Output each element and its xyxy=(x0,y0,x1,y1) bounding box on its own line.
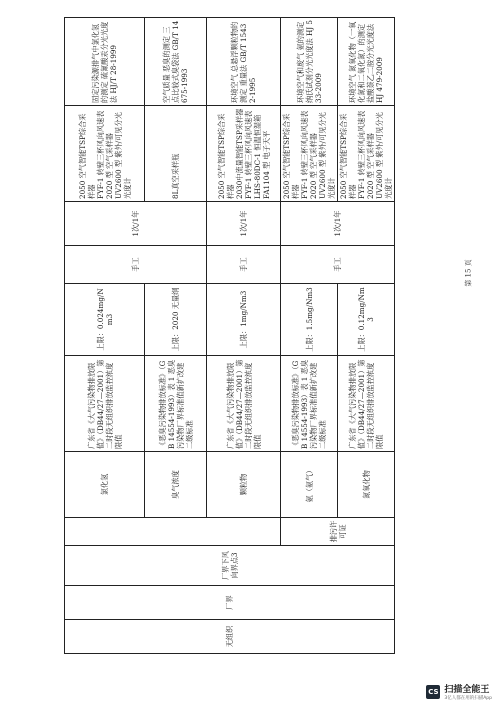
standard-cell: 《恶臭污染物排放标准》（GB 14554-1993）表 1 恶臭污染物厂界标准值新扩改建二级标准 xyxy=(281,356,338,452)
standard-cell: 《恶臭污染物排放标准》（GB 14554-1993）表 1 恶臭污染物厂界标准值新扩改建二级标准 xyxy=(145,356,207,452)
standard-cell: 广东省《大气污染物排放限值》（DB44/27—2001）第二时段无组织排放监控浓度限值 xyxy=(338,356,395,452)
method-cell: 手工 xyxy=(65,246,207,284)
limit-cell: 上限：2020 无量纲 xyxy=(145,284,207,356)
instrument-cell: 2050 空气智能TSP综合采样器 2030中流量智能TSP采样器 FYF-1 转壁三杯风向风速表 LHS-80DC-1 恒温恒湿箱 FA1104 型 电子天平 xyxy=(207,106,281,202)
pollutant-cell: 氮氧化物 xyxy=(338,452,395,518)
limit-cell: 上限：1mg/Nm3 xyxy=(207,284,281,356)
analysis-cell: 固定污染源排气中氯化氢的测定 硫氰酸汞分光光度法 HJ/T 28-1999 xyxy=(65,18,145,106)
location-cell: 厂界 xyxy=(65,586,395,620)
instrument-cell: 8L真空采样瓶 xyxy=(145,106,207,202)
scanner-watermark xyxy=(426,682,492,701)
pollutant-cell: 氨（氨气） xyxy=(281,452,338,518)
analysis-cell: 环境空气 总悬浮颗粒物的测定 重量法 GB/T 15432-1995 xyxy=(207,18,281,106)
instrument-cell: 2050 空气智能TSP综合采样器 FYF-1 转壁三杯风向风速表 2020 型 空气采样器 UV2600 型 紫外/可见分光光度计 xyxy=(65,106,145,202)
method-cell: 手工 xyxy=(207,246,281,284)
category-cell: 无组织 xyxy=(65,620,395,654)
frequency-cell: 1次/1年 xyxy=(281,202,395,246)
standard-cell: 广东省《大气污染物排放限值》（DB44/27—2001）第二时段无组织排放监控浓度限值 xyxy=(65,356,145,452)
instrument-cell: 2050 空气智能TSP综合采样器 FYF-1 转壁三杯风向风速表 2020 型 空气采样器 UV2600 型 紫外/可见分光光度计 xyxy=(338,106,395,202)
brand-block xyxy=(444,682,492,701)
analysis-cell: 空气质量 恶臭的测定 三点比较式臭袋法 GB/T 14675-1993 xyxy=(145,18,207,106)
table-row xyxy=(65,18,145,654)
monitoring-table xyxy=(64,17,395,654)
permit-cell: 排污许可证 xyxy=(281,518,395,546)
method-cell: 手工 xyxy=(281,246,395,284)
limit-cell: 上限：0.12mg/Nm3 xyxy=(338,284,395,356)
brand-name: 扫描全能王 xyxy=(444,685,490,695)
frequency-cell: 1次/1年 xyxy=(207,202,281,246)
camscanner-logo-icon: CS xyxy=(426,685,440,699)
frequency-cell: 1次/1年 xyxy=(65,202,207,246)
standard-cell: 广东省《大气污染物排放限值》（DB44/27—2001）第二时段无组织排放监控浓度限值 xyxy=(207,356,281,452)
analysis-cell: 环境空气 氮氧化物（一氧化氮和二氧化氮）的测定 盐酸萘乙二胺分光光度法 HJ 479-2009 xyxy=(338,18,395,106)
brand-tagline: 3亿人都在用的扫描App xyxy=(444,696,492,701)
analysis-cell: 环境空气和废气 氨的测定 纳氏试剂分光光度法 HJ 533-2009 xyxy=(281,18,338,106)
page-number: 第 15 页 xyxy=(464,259,473,287)
pollutant-cell: 颗粒物 xyxy=(207,452,281,518)
limit-cell: 上限：0.024mg/Nm3 xyxy=(65,284,145,356)
pollutant-cell: 臭气浓度 xyxy=(145,452,207,518)
blank-cell xyxy=(65,518,281,546)
limit-cell: 上限：1.5mg/Nm3 xyxy=(281,284,338,356)
pollutant-cell: 氯化氢 xyxy=(65,452,145,518)
instrument-cell: 2050 空气智能TSP综合采样器 FYF-1 转壁三杯风向风速表 2020 型 空气采样器 UV2600 型 紫外/可见分光光度计 xyxy=(281,106,338,202)
sub-location-cell: 厂界下风向界点3 xyxy=(65,546,395,586)
